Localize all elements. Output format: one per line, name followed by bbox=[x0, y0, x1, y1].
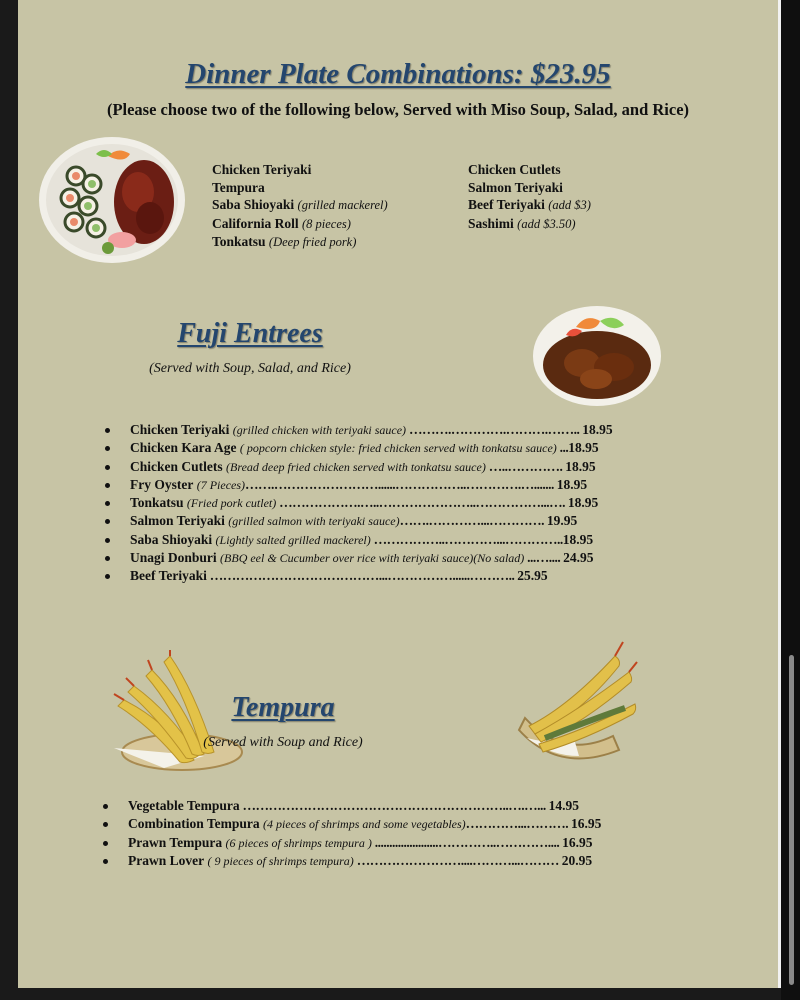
tempura-title: Tempura bbox=[231, 692, 335, 723]
menu-page bbox=[18, 0, 781, 988]
list-item: Chicken Cutlets (Bread deep fried chicken served with tonkatsu sauce) …..…………. 18.95 bbox=[130, 458, 613, 476]
combo-list-left bbox=[212, 161, 388, 252]
tempura-list bbox=[128, 797, 601, 870]
fuji-title: Fuji Entrees bbox=[177, 318, 323, 349]
list-item: Salmon Teriyaki (grilled salmon with teriyaki sauce)…….…………...…………. 19.95 bbox=[130, 512, 613, 530]
combo-item: Chicken Teriyaki bbox=[212, 162, 312, 177]
combo-plate-photo bbox=[38, 136, 186, 264]
dinner-subtitle: (Please choose two of the following below, Served with Miso Soup, Salad, and Rice) bbox=[106, 100, 690, 119]
fuji-subtitle: (Served with Soup, Salad, and Rice) bbox=[149, 361, 351, 376]
tempura-subtitle: (Served with Soup and Rice) bbox=[203, 735, 363, 750]
dinner-title: Dinner Plate Combinations: $23.95 bbox=[185, 58, 611, 90]
combo-item: Tonkatsu (Deep fried pork) bbox=[212, 234, 357, 249]
list-item: Chicken Teriyaki (grilled chicken with teriyaki sauce) ……….………….……….…….. 18.95 bbox=[130, 421, 613, 439]
tempura-photo-right bbox=[515, 638, 640, 773]
list-item: Fry Oyster (7 Pieces)…….……………………......……………..………….…....... 18.95 bbox=[130, 476, 613, 494]
combo-item: Tempura bbox=[212, 179, 265, 195]
list-item: Beef Teriyaki …………………………………...……………......……….. 25.95 bbox=[130, 567, 613, 585]
list-item: Combination Tempura (4 pieces of shrimps and some vegetables)…………...………. 16.95 bbox=[128, 815, 601, 833]
list-item: Saba Shioyaki (Lightly salted grilled mackerel) ……………..…………...…………..18.95 bbox=[130, 531, 613, 549]
list-item: Prawn Lover ( 9 pieces of shrimps tempura) ……………………....………...……… 20.95 bbox=[128, 852, 601, 870]
scrollbar-thumb[interactable] bbox=[789, 655, 794, 985]
combo-item: Sashimi (add $3.50) bbox=[468, 215, 576, 231]
combo-list-right bbox=[468, 161, 591, 233]
combo-item: Chicken Cutlets bbox=[468, 162, 561, 177]
list-item: Prawn Tempura (6 pieces of shrimps tempura ) ......................…………..………….... 16.95 bbox=[128, 834, 601, 852]
fuji-entree-list bbox=[130, 421, 613, 586]
teriyaki-plate-photo bbox=[532, 305, 662, 407]
list-item: Unagi Donburi (BBQ eel & Cucumber over rice with teriyaki sauce)(No salad) ...….... 24.95 bbox=[130, 549, 613, 567]
combo-item: Beef Teriyaki (add $3) bbox=[468, 197, 591, 212]
list-item: Tonkatsu (Fried pork cutlet) ……………….…..…………………..……………...…. 18.95 bbox=[130, 494, 613, 512]
combo-item: Saba Shioyaki (grilled mackerel) bbox=[212, 197, 388, 212]
combo-item: California Roll (8 pieces) bbox=[212, 215, 351, 231]
list-item: Vegetable Tempura ……………………………………………………..….…... 14.95 bbox=[128, 797, 601, 815]
combo-item: Salmon Teriyaki bbox=[468, 179, 563, 195]
list-item: Chicken Kara Age ( popcorn chicken style: fried chicken served with tonkatsu sauce) ...18.95 bbox=[130, 439, 613, 457]
